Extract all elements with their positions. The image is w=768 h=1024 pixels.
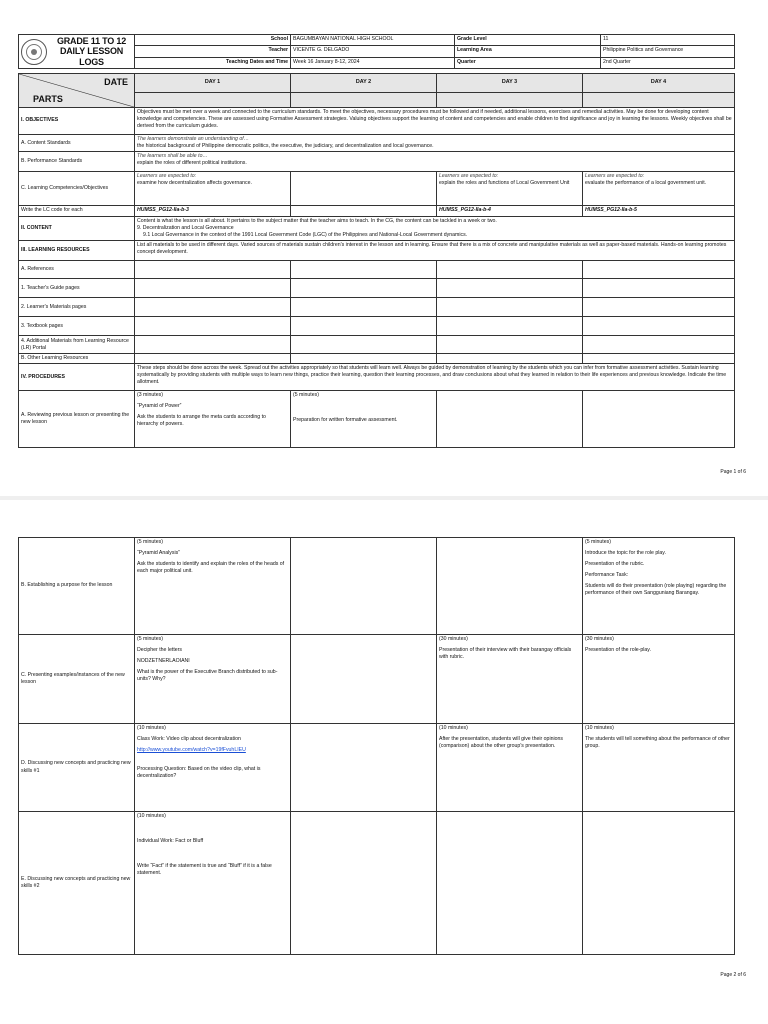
proc-d-label: D. Discussing new concepts and practicing new skills #1 <box>19 724 135 812</box>
day-2-header: DAY 2 <box>291 74 437 93</box>
proc-b-day4-p1: Introduce the topic for the role play. <box>585 550 666 557</box>
references-day2 <box>291 261 437 279</box>
proc-c-day3 <box>437 635 583 724</box>
page-1-number: Page 1 of 6 <box>720 469 746 475</box>
other-resources-day4 <box>583 354 735 364</box>
proc-a-day2 <box>291 391 437 448</box>
lc-code-day4: HUMSS_PG12-IIa-b-5 <box>583 206 735 217</box>
proc-d-day2 <box>291 724 437 812</box>
proc-a-label: A. Reviewing previous lesson or presenting the new lesson <box>19 391 135 448</box>
performance-standards-label: B. Performance Standards <box>19 152 135 172</box>
proc-c-label: C. Presenting examples/instances of the new lesson <box>19 635 135 724</box>
proc-d-day1-time: (10 minutes) <box>137 725 166 731</box>
competencies-day1 <box>135 172 291 206</box>
proc-e-label: E. Discussing new concepts and practicing new skills #2 <box>19 812 135 955</box>
proc-b-day4-p3: Performance Task: <box>585 572 629 579</box>
day-4-header: DAY 4 <box>583 74 735 93</box>
proc-b-day1-text: Ask the students to identify and explain the roles of the heads of each major political unit. <box>137 561 285 575</box>
header-logo-cell <box>19 35 135 69</box>
references-label: A. References <box>19 261 135 279</box>
proc-b-day4-p4: Students will do their presentation (role playing) regarding the performance of their own Sangguniang Barangay. <box>585 583 727 597</box>
other-resources-day3 <box>437 354 583 364</box>
proc-c-day1-p3: What is the power of the Executive Branch distributed to sub-units? Why? <box>137 669 278 683</box>
textbook-pages-day4 <box>583 317 735 336</box>
proc-b-day4-p2: Presentation of the rubric. <box>585 561 645 568</box>
competencies-day2 <box>291 172 437 206</box>
proc-c-day1-p2: NODZETNERLAOIANI <box>137 658 190 665</box>
learners-materials-day2 <box>291 298 437 317</box>
proc-c-day2 <box>291 635 437 724</box>
content-standards-cell <box>135 135 735 152</box>
lc-code-day2 <box>291 206 437 217</box>
references-day4 <box>583 261 735 279</box>
school-label: School <box>135 35 291 46</box>
lc-code-label: Write the LC code for each <box>19 206 135 217</box>
grade-level-label: Grade Level <box>455 35 601 46</box>
teacher-value: VICENTE G. DELGADO <box>291 46 455 57</box>
proc-e-day1 <box>135 812 291 955</box>
teachers-guide-day1 <box>135 279 291 298</box>
procedures-label: IV. PROCEDURES <box>19 364 135 391</box>
learning-resources-label: III. LEARNING RESOURCES <box>19 241 135 261</box>
textbook-pages-day3 <box>437 317 583 336</box>
page-2 <box>0 500 768 1024</box>
learning-area-value: Philippine Politics and Governance <box>601 46 735 57</box>
learning-area-label: Learning Area <box>455 46 601 57</box>
references-day1 <box>135 261 291 279</box>
lr-portal-label: 4. Additional Materials from Learning Resource (LR) Portal <box>19 336 135 354</box>
deped-seal-icon <box>21 39 47 65</box>
quarter-value: 2nd Quarter <box>601 57 735 68</box>
date-parts-header <box>19 74 135 108</box>
lr-portal-day4 <box>583 336 735 354</box>
proc-a-day1-text: Ask the students to arrange the meta cards according to hierarchy of powers. <box>137 414 266 428</box>
proc-d-day1 <box>135 724 291 812</box>
competencies-label: C. Learning Competencies/Objectives <box>19 172 135 206</box>
performance-standards-intro: The learners shall be able to… <box>137 153 208 160</box>
grade-level-value: 11 <box>601 35 735 46</box>
proc-a-day2-text: Preparation for written formative assessment. <box>293 417 398 424</box>
proc-a-day1-time: (3 minutes) <box>137 392 163 399</box>
lesson-log-table-page2 <box>18 537 735 955</box>
learning-resources-text: List all materials to be used in different days. Varied sources of materials sustain children's interest in the lesson and in learning. Ensure that there is a mix of concrete and manipulative materials as well as paper-based materials. Hands-on learning promotes concept development. <box>135 241 735 261</box>
proc-e-day2 <box>291 812 437 955</box>
proc-e-day1-p2: Write “Fact” if the statement is true and “Bluff” if it is a false statement. <box>137 863 272 877</box>
day-3-header: DAY 3 <box>437 74 583 93</box>
lesson-log-title <box>51 36 132 67</box>
proc-c-day4-time: (30 minutes) <box>585 636 614 642</box>
day-1-subheader <box>135 93 291 108</box>
competencies-intro-day1: Learners are expected to: <box>137 173 197 180</box>
quarter-label: Quarter <box>455 57 601 68</box>
proc-b-day2 <box>291 538 437 635</box>
proc-b-day4-time: (5 minutes) <box>585 539 611 545</box>
other-resources-label: B. Other Learning Resources <box>19 354 135 364</box>
competencies-intro-day3: Learners are expected to: <box>439 173 499 180</box>
proc-e-day1-p1: Individual Work: Fact or Bluff <box>137 838 204 845</box>
header-table <box>18 34 735 69</box>
content-label: II. CONTENT <box>19 217 135 241</box>
textbook-pages-day1 <box>135 317 291 336</box>
proc-b-day3 <box>437 538 583 635</box>
proc-b-day1 <box>135 538 291 635</box>
learners-materials-day1 <box>135 298 291 317</box>
competencies-day4 <box>583 172 735 206</box>
performance-standards-cell <box>135 152 735 172</box>
proc-a-day2-time: (5 minutes) <box>293 392 319 399</box>
video-link[interactable]: http://www.youtube.com/watch?v=19fFvuhLIEU <box>137 747 246 754</box>
content-line-2: 9.1 Local Governance in the context of the 1991 Local Government Code (LGC) of the Philippines and National-Local Government dynamics. <box>143 232 468 239</box>
page-1 <box>0 0 768 500</box>
performance-standards-text: explain the roles of different political institutions. <box>137 160 247 167</box>
day-3-subheader <box>437 93 583 108</box>
proc-d-day3 <box>437 724 583 812</box>
competencies-day3 <box>437 172 583 206</box>
proc-d-day4 <box>583 724 735 812</box>
school-value: BAGUMBAYAN NATIONAL HIGH SCHOOL <box>291 35 455 46</box>
learners-materials-day4 <box>583 298 735 317</box>
content-line-1: 9. Decentralization and Local Governance <box>137 225 234 232</box>
procedures-text: These steps should be done across the week. Spread out the activities appropriately so that students will learn well. Always be guided by demonstration of learning by the students which you can infer from formative assessment activities. Sustain learning systematically by providing students with multiple ways to learn new things, practice their learning, question their learning processes, and draw conclusions about what they learned in relation to their life experiences and previous knowledge. Indicate the time allotment. <box>135 364 735 391</box>
lr-portal-day3 <box>437 336 583 354</box>
teachers-guide-day3 <box>437 279 583 298</box>
proc-a-day3 <box>437 391 583 448</box>
day-4-subheader <box>583 93 735 108</box>
proc-c-day1-p1: Decipher the letters <box>137 647 182 654</box>
learners-materials-day3 <box>437 298 583 317</box>
lesson-log-table-page1 <box>18 73 735 448</box>
lc-code-day1: HUMSS_PG12-IIa-b-3 <box>135 206 291 217</box>
parts-label: PARTS <box>33 93 63 104</box>
proc-d-day3-text: After the presentation, students will give their opinions (comparison) about the other group's presentation. <box>439 736 563 750</box>
lc-code-day3: HUMSS_PG12-IIa-b-4 <box>437 206 583 217</box>
learners-materials-label: 2. Learner's Materials pages <box>19 298 135 317</box>
proc-e-day3 <box>437 812 583 955</box>
teacher-label: Teacher <box>135 46 291 57</box>
proc-a-day4 <box>583 391 735 448</box>
proc-c-day3-text: Presentation of their interview with their barangay officials with rubric. <box>439 647 572 661</box>
lr-portal-day2 <box>291 336 437 354</box>
proc-b-day1-title: “Pyramid Analysis” <box>137 550 180 557</box>
proc-b-day4 <box>583 538 735 635</box>
proc-e-day1-time: (10 minutes) <box>137 813 166 819</box>
content-standards-label: A. Content Standards <box>19 135 135 152</box>
teachers-guide-label: 1. Teacher's Guide pages <box>19 279 135 298</box>
proc-d-day4-text: The students will tell something about the performance of other group. <box>585 736 730 750</box>
proc-a-day1-title: “Pyramid of Power” <box>137 403 182 410</box>
proc-d-day4-time: (10 minutes) <box>585 725 614 731</box>
day-2-subheader <box>291 93 437 108</box>
objectives-label: I. OBJECTIVES <box>19 108 135 135</box>
proc-d-day1-p2: Processing Question: Based on the video clip, what is decentralization? <box>137 766 261 780</box>
content-standards-intro: The learners demonstrate an understanding of… <box>137 136 249 142</box>
other-resources-day1 <box>135 354 291 364</box>
proc-c-day4-text: Presentation of the role-play. <box>585 647 651 654</box>
lr-portal-day1 <box>135 336 291 354</box>
proc-c-day4 <box>583 635 735 724</box>
teachers-guide-day4 <box>583 279 735 298</box>
teaching-dates-value: Week 16 January 8-12, 2024 <box>291 57 455 68</box>
date-label: DATE <box>104 77 128 87</box>
title-line-1: GRADE 11 TO 12 <box>56 36 127 46</box>
proc-c-day1-time: (5 minutes) <box>137 636 163 642</box>
day-1-header: DAY 1 <box>135 74 291 93</box>
references-day3 <box>437 261 583 279</box>
objectives-text: Objectives must be met over a week and connected to the curriculum standards. To meet the objectives, necessary procedures must be followed and if needed, additional lessons, exercises and remedial activities. May be done for developing content knowledge and competencies. These are assessed using Formative Assessment strategies. Valuing objectives support the learning of content and competencies and enable children to find significance and joy in learning the lessons. Weekly objectives shall be derived from the curriculum guides. <box>135 108 735 135</box>
content-intro: Content is what the lesson is all about. It pertains to the subject matter that the teacher aims to teach. In the CG, the content can be tackled in a week or two. <box>137 218 497 225</box>
proc-c-day3-time: (30 minutes) <box>439 636 468 642</box>
proc-a-day1 <box>135 391 291 448</box>
competencies-intro-day4: Learners are expected to: <box>585 173 645 180</box>
teaching-dates-label: Teaching Dates and Time <box>135 57 291 68</box>
teachers-guide-day2 <box>291 279 437 298</box>
content-cell <box>135 217 735 241</box>
competencies-text-day1: examine how decentralization affects governance. <box>137 180 252 187</box>
competencies-text-day3: explain the roles and functions of Local Government Unit <box>439 180 570 187</box>
proc-b-label: B. Establishing a purpose for the lesson <box>19 538 135 635</box>
page-2-number: Page 2 of 6 <box>720 972 746 978</box>
competencies-text-day4: evaluate the performance of a local government unit. <box>585 180 707 187</box>
other-resources-day2 <box>291 354 437 364</box>
textbook-pages-label: 3. Textbook pages <box>19 317 135 336</box>
proc-c-day1 <box>135 635 291 724</box>
proc-b-day1-time: (5 minutes) <box>137 539 163 545</box>
proc-e-day4 <box>583 812 735 955</box>
textbook-pages-day2 <box>291 317 437 336</box>
title-line-2: DAILY LESSON LOGS <box>59 46 124 67</box>
proc-d-day3-time: (10 minutes) <box>439 725 468 731</box>
content-standards-text: the historical background of Philippine democratic politics, the executive, the judiciary, and decentralization and local governance. <box>137 143 434 150</box>
proc-d-day1-p1: Class Work: Video clip about decentralization <box>137 736 241 743</box>
